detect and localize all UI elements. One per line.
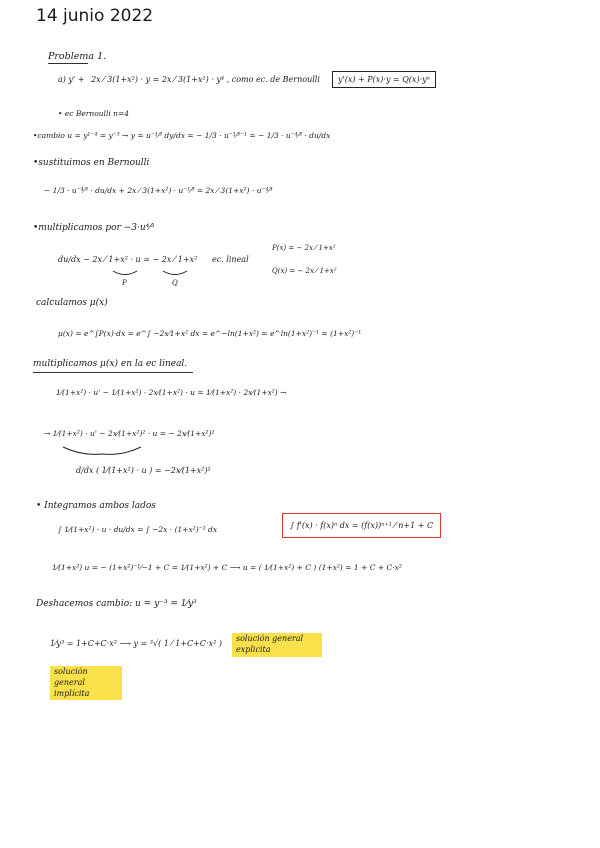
p-label: P [122, 279, 127, 287]
eq-mult-mu: 1⁄(1+x²) · u' − 1⁄(1+x²) · 2x⁄(1+x²) · u = 1⁄(1+x²) · 2x⁄(1+x²) → [56, 388, 287, 397]
brace-q [162, 270, 188, 278]
eq-deriv: d/dx ( 1⁄(1+x²) · u ) = −2x⁄(1+x²)² [76, 466, 211, 475]
eq-cambio: •cambio u = y¹⁻⁴ = y⁻³ → y = u⁻¹⁄³ dy/dx = − 1/3 · u⁻¹⁄³⁻¹ = − 1/3 · u⁻⁴⁄³ · du/dx [33, 131, 331, 140]
title-underline [48, 63, 88, 64]
heading-integramos: • Integramos ambos lados [36, 501, 156, 511]
heading-multiplicamos: •multiplicamos por −3·u⁴⁄³ [33, 223, 155, 233]
heading-sustituimos: •sustituimos en Bernoulli [33, 158, 150, 168]
eq-integral: ∫ 1⁄(1+x²) · u · du/dx = ∫ −2x · (1+x²)⁻² dx [58, 525, 218, 534]
heading-calculamos: calculamos μ(x) [36, 298, 108, 308]
eq-sustituimos: − 1/3 · u⁻⁴⁄³ · du/dx + 2x ⁄ 3(1+x²) · u⁻¹⁄³ = 2x ⁄ 3(1+x²) · u⁻⁴⁄³ [44, 186, 273, 195]
eq-a: a) y' + 2x ⁄ 3(1+x²) · y = 2x ⁄ 3(1+x²) · y⁴ , como ec. de Bernoulli [58, 75, 320, 84]
eq-final: 1⁄y³ = 1+C+C·x² ⟶ y = ³√( 1 ⁄ 1+C+C·x² ) [50, 639, 222, 648]
mult-mu-underline [33, 372, 193, 373]
lineal-label: ec. lineal [212, 255, 249, 264]
integral-rule-box: ∫ f'(x) · f(x)ⁿ dx = (f(x))ⁿ⁺¹ ⁄ n+1 + C [282, 513, 441, 538]
eq-lineal: du/dx − 2x ⁄ 1+x² · u = − 2x ⁄ 1+x² [58, 255, 198, 264]
bernoulli-form-box: y'(x) + P(x)·y = Q(x)·yⁿ [332, 71, 436, 88]
page-date: 14 junio 2022 [36, 6, 154, 26]
q-def: Q(x) = − 2x ⁄ 1+x² [272, 267, 337, 275]
brace-p [112, 270, 138, 278]
heading-deshacemos: Deshacemos cambio: u = y⁻³ = 1⁄y³ [36, 599, 197, 609]
problem-title: Problema 1. [48, 51, 107, 62]
highlight-explicit: solución general explicita [232, 633, 322, 657]
heading-mult-mu: multiplicamos μ(x) en la ec lineal. [33, 359, 188, 369]
eq-solution-u: 1⁄(1+x²) u = − (1+x²)⁻¹⁄−1 + C = 1⁄(1+x²) + C ⟶ u = ( 1⁄(1+x²) + C ) (1+x²) = 1 + C + C·x² [52, 563, 402, 572]
highlight-implicit: solución general implícita [50, 666, 122, 700]
q-label: Q [172, 279, 178, 287]
eq-mult-mu-2: → 1⁄(1+x²) · u' − 2x⁄(1+x²)² · u = − 2x⁄(1+x²)² [44, 429, 215, 438]
bernoulli-n: • ec Bernoulli n=4 [58, 109, 130, 118]
brace-product [62, 446, 142, 458]
p-def: P(x) = − 2x ⁄ 1+x² [272, 244, 336, 252]
eq-mu: μ(x) = e^∫P(x)·dx = e^∫ −2x⁄1+x² dx = e^−ln(1+x²) = e^ln(1+x²)⁻¹ = (1+x²)⁻¹ [58, 329, 362, 338]
